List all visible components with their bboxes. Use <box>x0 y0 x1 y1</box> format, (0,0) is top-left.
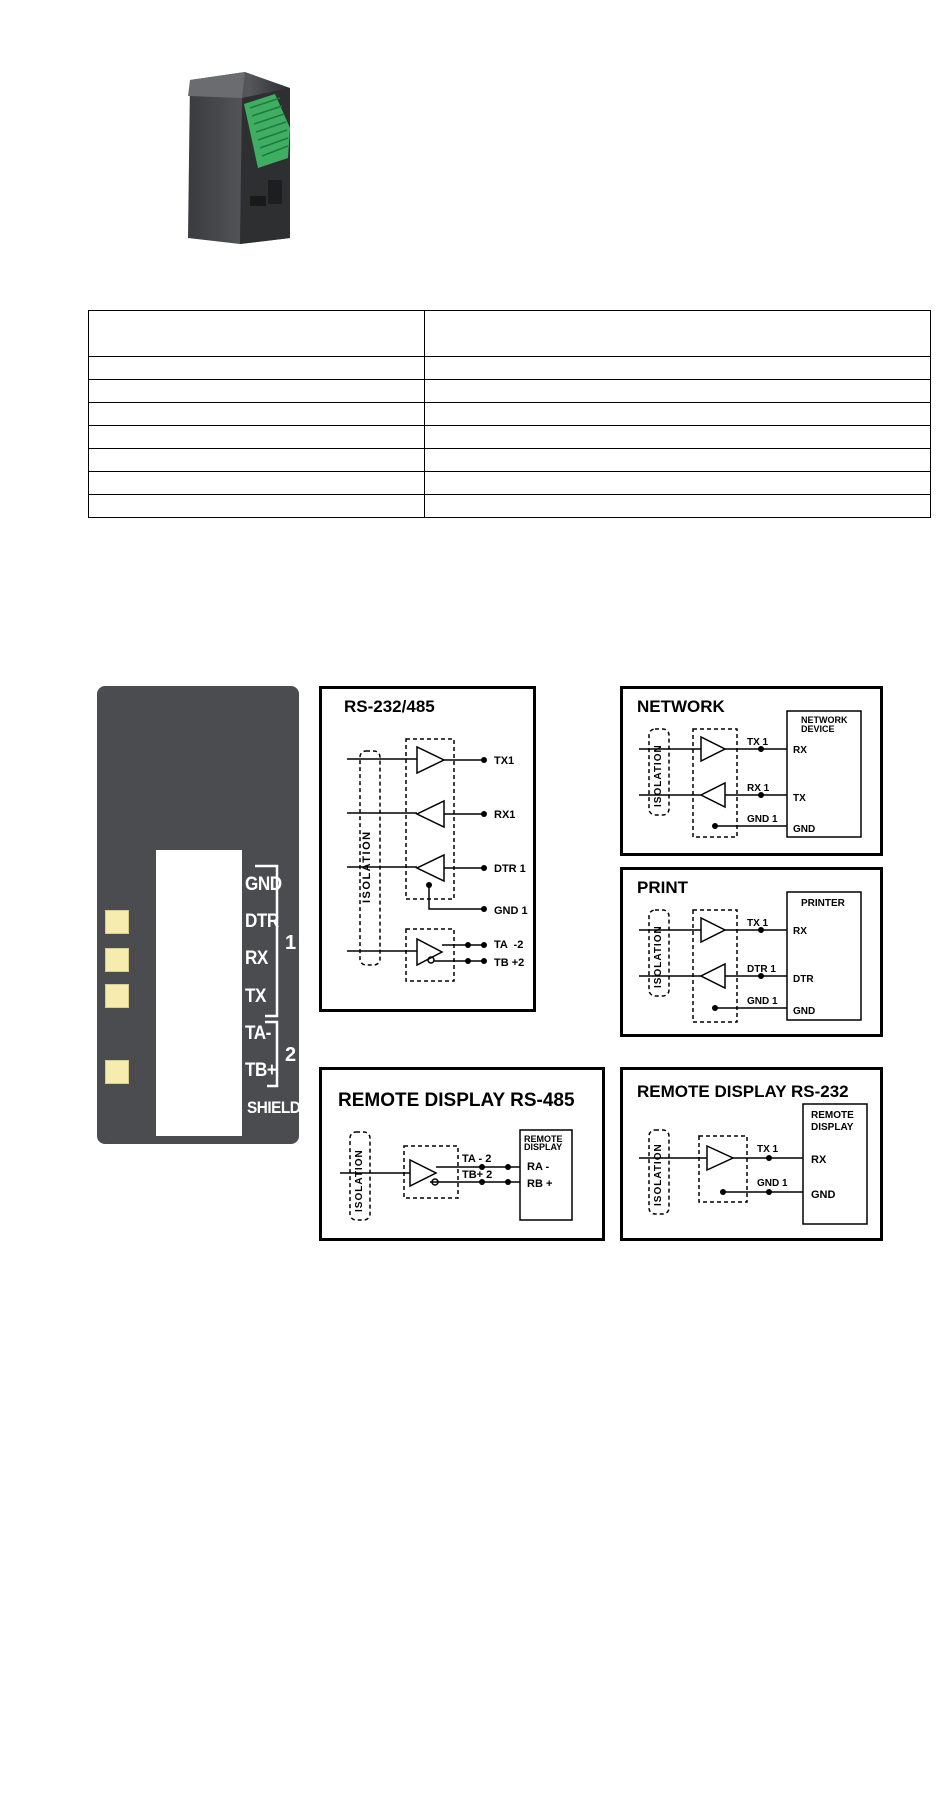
diagram-remote-232 <box>620 1067 883 1241</box>
table-cell <box>89 403 425 426</box>
table-cell <box>425 495 931 518</box>
diagram-title: REMOTE DISPLAY RS-485 <box>338 1090 575 1111</box>
wire-label: RX 1 <box>747 783 770 794</box>
wire-label: TX 1 <box>757 1144 779 1155</box>
wire-label: GND 1 <box>757 1178 788 1189</box>
module-model: M4202 <box>229 1746 252 1811</box>
table-row <box>89 403 931 426</box>
table-cell <box>425 472 931 495</box>
device-pin: RX <box>811 1154 827 1166</box>
table-row <box>89 426 931 449</box>
device-label: DEVICE <box>801 724 835 734</box>
device-label: REMOTE <box>524 1134 563 1144</box>
device-pin: GND <box>793 1006 816 1017</box>
device-label: DISPLAY <box>811 1122 854 1133</box>
pin-label-shield: SHIELD <box>247 1098 301 1117</box>
isolation-label: ISOLATION <box>354 1149 365 1212</box>
schematic <box>322 689 539 1015</box>
device-pin: GND <box>793 824 816 835</box>
isolation-label: ISOLATION <box>653 744 664 807</box>
diagram-title: REMOTE DISPLAY RS-232 <box>637 1082 849 1101</box>
table-cell <box>425 403 931 426</box>
table-row <box>89 472 931 495</box>
diagram-rs232-485 <box>319 686 536 1012</box>
isolation-label: ISOLATION <box>653 1143 664 1206</box>
signal-label: TA -2 <box>494 939 524 951</box>
table-cell <box>425 426 931 449</box>
table-cell <box>89 380 425 403</box>
signal-label: DTR 1 <box>494 863 526 875</box>
device-label: REMOTE <box>811 1110 854 1121</box>
device-pin: TX <box>793 793 806 804</box>
device-pin: RB + <box>527 1178 553 1190</box>
spec-table <box>88 310 931 518</box>
device-label: PRINTER <box>801 898 845 909</box>
device-pin: GND <box>811 1189 836 1201</box>
device-pin: RX <box>793 745 807 756</box>
table-cell <box>89 472 425 495</box>
schematic <box>322 1070 608 1244</box>
device-pin: RX <box>793 926 807 937</box>
wire-label: TB+ 2 <box>462 1169 493 1181</box>
table-row <box>89 449 931 472</box>
schematic <box>623 870 886 1040</box>
terminal-window <box>156 850 242 1136</box>
table-cell <box>89 357 425 380</box>
wire-label: GND 1 <box>747 814 778 825</box>
device-pin: DTR <box>793 974 814 985</box>
signal-label: GND 1 <box>494 905 528 917</box>
table-cell <box>89 426 425 449</box>
pin-label-rx: RX <box>245 948 268 969</box>
table-row <box>89 495 931 518</box>
module-title: RS-232/485 Comms <box>125 1546 156 1814</box>
pin-label-ta: TA- <box>245 1023 271 1044</box>
wire-label: TA - 2 <box>462 1153 492 1165</box>
group-label-1: 1 <box>285 932 297 954</box>
pin-label-gnd: GND <box>245 874 282 895</box>
signal-label: TB +2 <box>494 957 525 969</box>
product-photo <box>180 68 320 248</box>
isolation-label: ISOLATION <box>653 925 664 988</box>
wire-label: TX 1 <box>747 737 769 748</box>
table-row <box>89 357 931 380</box>
schematic <box>623 689 886 859</box>
signal-label: TX1 <box>494 755 515 767</box>
pin-label-tx: TX <box>245 986 266 1007</box>
table-cell <box>89 495 425 518</box>
wire-label: TX 1 <box>747 918 769 929</box>
device-label: DISPLAY <box>524 1142 563 1152</box>
table-header-row <box>89 311 931 357</box>
table-cell <box>425 449 931 472</box>
table-cell <box>89 449 425 472</box>
device-pin: RA - <box>527 1161 550 1173</box>
signal-label: RX1 <box>494 809 516 821</box>
diagram-title: RS-232/485 <box>344 697 435 716</box>
table-cell <box>425 380 931 403</box>
table-row <box>89 380 931 403</box>
pin-label-tb: TB+ <box>245 1060 277 1081</box>
pin-label-dtr: DTR <box>245 911 279 932</box>
table-cell <box>425 357 931 380</box>
diagram-print <box>620 867 883 1037</box>
diagram-title: PRINT <box>637 878 688 897</box>
table-cell <box>425 311 931 357</box>
group-label-2: 2 <box>285 1044 297 1066</box>
table-cell <box>89 311 425 357</box>
device-label: NETWORK <box>801 715 848 725</box>
wire-label: DTR 1 <box>747 964 776 975</box>
isolation-label: ISOLATION <box>361 830 373 903</box>
diagram-title: NETWORK <box>637 697 725 716</box>
schematic <box>623 1070 886 1244</box>
wire-label: GND 1 <box>747 996 778 1007</box>
diagram-remote-485 <box>319 1067 605 1241</box>
diagram-network <box>620 686 883 856</box>
